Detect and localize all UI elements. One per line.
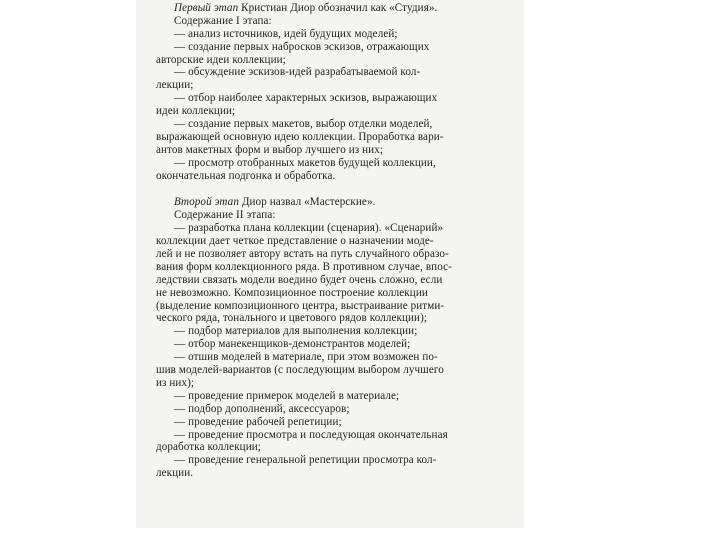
stage1-line-11: окончательная подгонка и обработка. [156,169,336,182]
stage2-label: Второй этап [174,196,239,209]
stage1-intro [156,2,498,15]
stage1-line-4: лекции; [156,79,194,92]
stage1-line-7: — создание первых макетов, выбор отделки моделей, [174,118,433,131]
stage1-line-2: авторские идеи коллекции; [156,53,286,66]
stage2-intro [156,196,498,209]
stage1-line-1: — создание первых набросков эскизов, отражающих [174,40,430,53]
stage1-line-10: — просмотр отобранных макетов будущей коллекции, [174,156,436,169]
stage2-line-19: лекции. [156,467,194,480]
stage1-line-9: антов макетных форм и выбор лучшего из них; [156,143,384,156]
stage2-line-8: — подбор материалов для выполнения коллекции; [174,325,418,338]
page-text [156,2,498,480]
scanned-page [136,0,524,528]
stage2-line-7: ческого ряда, тонального и цветового рядов коллекции); [156,312,428,325]
stage2-line-5: не невозможно. Композиционное построение коллекции [156,286,428,299]
stage2-line-13: — проведение примерок моделей в материале; [174,389,400,402]
stage2-line-2: лей и не позволяет автору встать на путь случайного образо- [156,248,449,261]
stage2-line-1: коллекции дает четкое представление о назначении моде- [156,235,434,248]
stage2-line-4: ледствии связать модели воедино будет очень сложно, если [156,273,443,286]
stage2-line-12: из них); [156,376,195,389]
stage1-intro-text: Кристиан Диор обозначил как «Студия». [238,2,438,14]
stage1-line-6: идеи коллекции; [156,105,236,118]
section-gap [156,182,498,196]
stage1-line-5: — отбор наиболее характерных эскизов, выражающих [174,92,438,105]
stage2-line-14: — подбор дополнений, аксессуаров; [174,402,350,415]
stage2-content-title: Содержание II этапа: [174,209,276,222]
stage1-line-0: — анализ источников, идей будущих моделей; [174,27,398,40]
stage1-line-3: — обсуждение эскизов-идей разрабатываемой кол- [174,66,421,79]
stage1-label: Первый этап [174,2,239,14]
stage1-line-8: выражающей основную идею коллекции. Проработка вари- [156,130,444,143]
stage2-line-10: — отшив моделей в материале, при этом возможен по- [174,351,438,364]
stage2-line-3: вания форм коллекционного ряда. В противном случае, впос- [156,260,452,273]
stage2-line-9: — отбор манекенщиков-демонстрантов моделей; [174,338,411,351]
stage2-line-0: — разработка плана коллекции (сценария). «Сценарий» [174,222,444,235]
stage2-line-16: — проведение просмотра и последующая окончательная [174,428,448,441]
stage2-line-17: доработка коллекции; [156,441,261,454]
stage2-line-18: — проведение генеральной репетиции просмотра кол- [174,454,437,467]
stage2-line-6: (выделение композиционного центра, выстраивание ритми- [156,299,445,312]
stage1-content-title: Содержание I этапа: [174,14,272,27]
stage2-line-15: — проведение рабочей репетиции; [174,415,342,428]
stage2-line-11: шив моделей-вариантов (с последующим выбором лучшего [156,364,444,377]
stage2-intro-text: Диор назвал «Мастерские». [238,196,376,209]
